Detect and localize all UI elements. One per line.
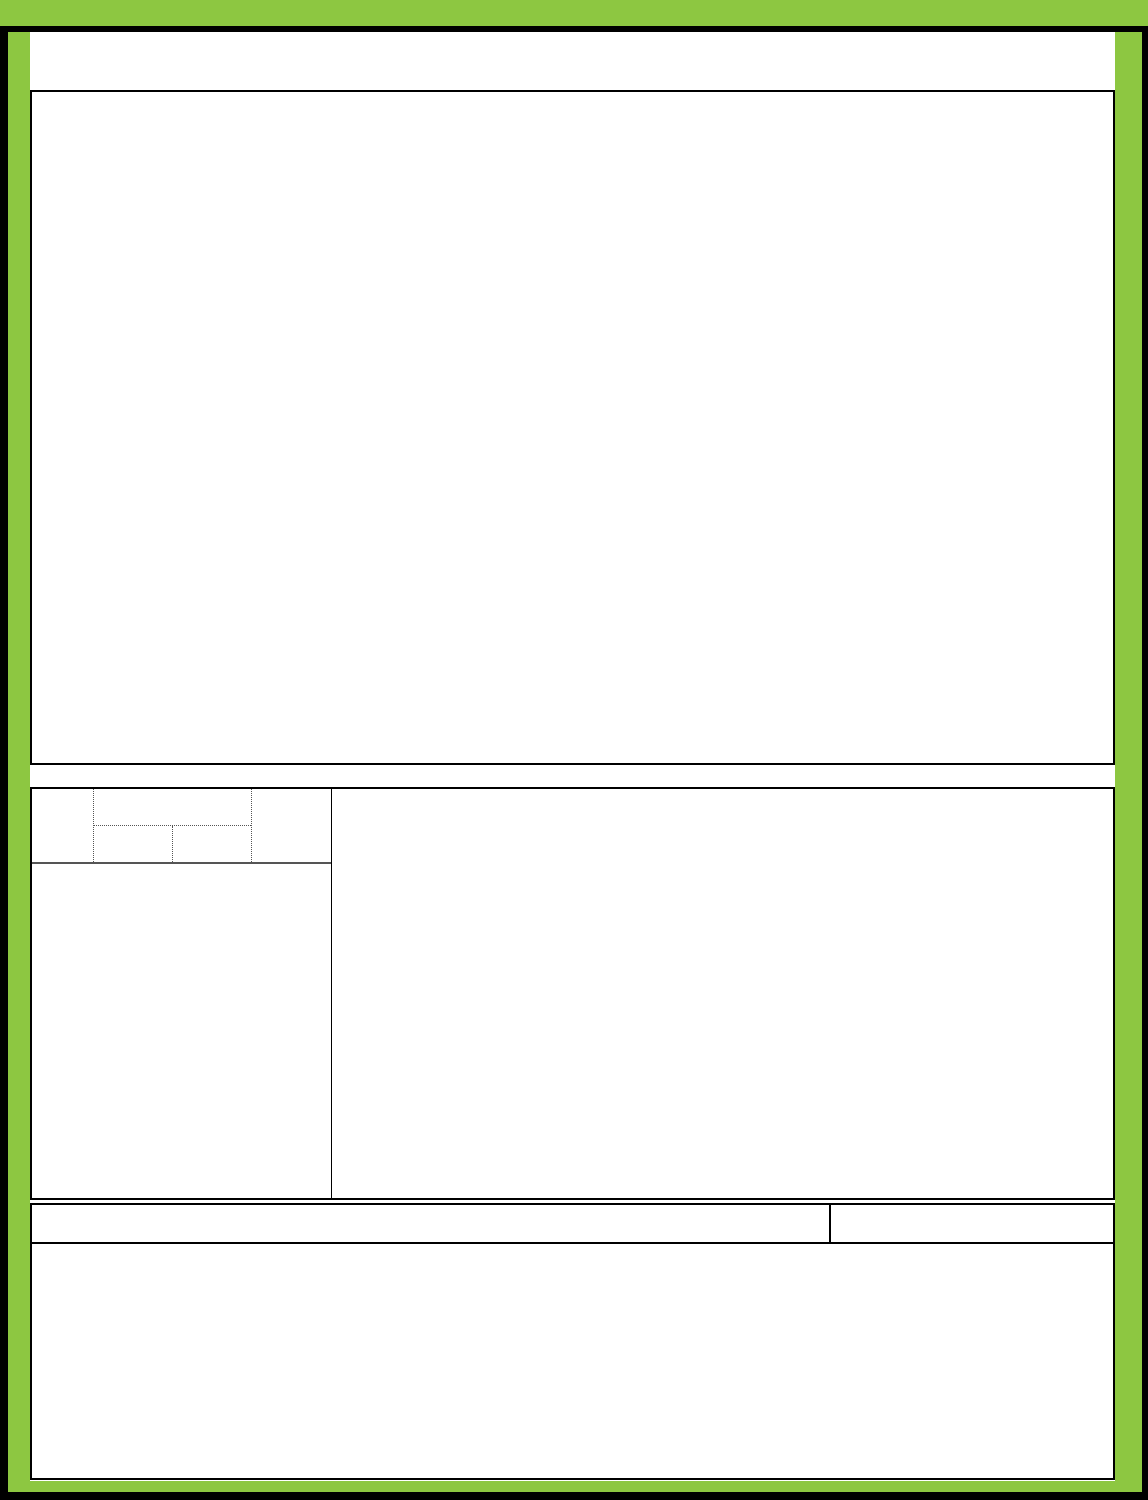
zodiac-frequency-table bbox=[30, 787, 1115, 1200]
frame-right bbox=[1142, 26, 1148, 1500]
header-times-sub bbox=[94, 826, 251, 862]
sheet-content bbox=[30, 32, 1115, 1481]
header-times-label bbox=[94, 789, 251, 826]
frame-left bbox=[0, 26, 8, 1500]
note-row bbox=[32, 1205, 1113, 1244]
header-zodiac bbox=[32, 789, 94, 862]
header-recent-period bbox=[252, 789, 331, 862]
header-before-change bbox=[94, 826, 172, 862]
note bbox=[32, 1205, 829, 1242]
header-draw-times bbox=[94, 789, 252, 862]
limit-header bbox=[829, 1205, 1113, 1242]
zodiac-stats-subtable bbox=[32, 789, 332, 1198]
special-code-table bbox=[30, 90, 1115, 765]
zodiac-stats-header bbox=[32, 789, 331, 864]
frame-bottom bbox=[0, 1492, 1148, 1500]
number-frequency-subtable bbox=[332, 789, 1113, 1198]
header-after-change bbox=[172, 826, 251, 862]
page-title bbox=[30, 32, 1115, 90]
zodiac-number-rows bbox=[32, 1244, 1113, 1478]
zodiac-number-section bbox=[30, 1203, 1115, 1480]
zodiac-stats-rows bbox=[32, 864, 331, 1198]
